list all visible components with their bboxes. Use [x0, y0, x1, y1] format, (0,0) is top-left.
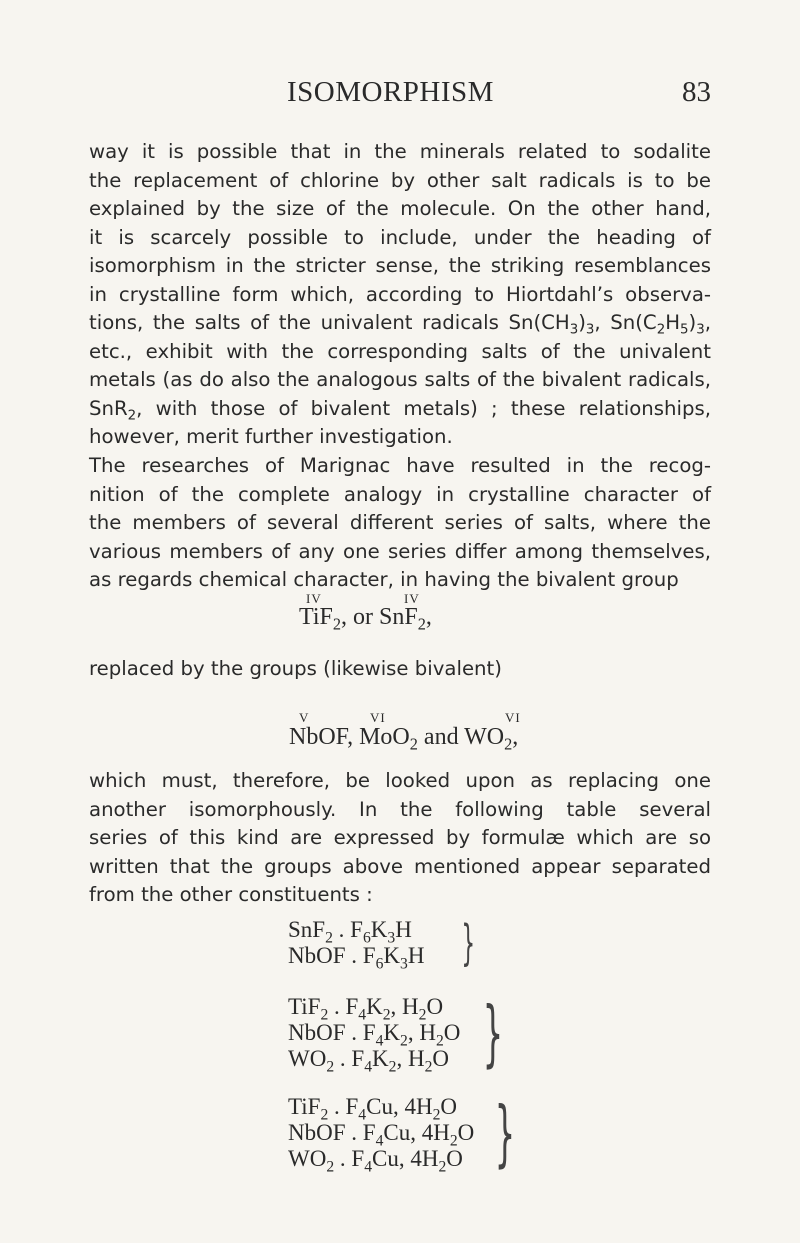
valence-v: V — [299, 710, 310, 725]
paragraph-1-line-1: way it is possible that in the minerals related to sodalite — [89, 140, 711, 163]
paragraph-2-line-1: The researches of Marignac have resulted in the recog- — [89, 454, 711, 477]
brace-series-1: } — [461, 915, 476, 971]
series-3-row-2: NbOF . $F_4Cu$, $4H_2O$ — [288, 1120, 475, 1150]
paragraph-1 — [89, 138, 711, 452]
paragraph-3-line-4: written that the groups above mentioned appear separated — [89, 854, 711, 878]
paragraph-1-line-2: the replacement of chlorine by other salt radicals is to be — [89, 168, 711, 192]
valence-vi-1: VI — [370, 710, 386, 725]
formula-nbof-moo2-wo2 — [289, 710, 629, 758]
formula-1-text: TiF$_2$, or SnF$_2$, — [299, 604, 432, 634]
paragraph-1-line-7: tions, the salts of the univalent radicals $Sn(CH_3)_3$, $Sn(C_2H_5)_3$, — [89, 311, 711, 338]
paragraph-1-line-10: SnR$_2$, with those of bivalent metals) ; these relationships, — [89, 396, 711, 424]
paragraph-1-line-3: explained by the size of the molecule. On the other hand, — [89, 197, 711, 220]
paragraph-2-line-2: nition of the complete analogy in crystalline character of — [89, 482, 711, 506]
formula-tif2-snf2 — [299, 590, 559, 638]
page-number: 83 — [682, 76, 711, 108]
running-title: ISOMORPHISM — [287, 76, 494, 108]
paragraph-3-line-3: series of this kind are expressed by formulæ which are so — [89, 826, 711, 849]
series-2-row-3: $WO_2$ . $F_4K_2$, $H_2O$ — [288, 1046, 449, 1076]
paragraph-1-line-4: it is scarcely possible to include, under the heading of — [89, 225, 711, 249]
series-3-row-1: TiF$_2$ . $F_4Cu$, $4H_2O$ — [288, 1094, 457, 1124]
paragraph-1-line-6: in crystalline form which, according to Hiortdahl’s observa- — [89, 282, 711, 306]
series-1-row-1: SnF$_2$ . $F_6K_3H$ — [288, 917, 412, 947]
series-1-row-2: NbOF . $F_6K_3H$ — [288, 943, 425, 973]
valence-iv-2: IV — [404, 591, 420, 606]
paragraph-1-line-5: isomorphism in the stricter sense, the striking resemblances — [89, 254, 711, 277]
brace-series-3: } — [494, 1091, 516, 1175]
paragraph-1-line-8: etc., exhibit with the corresponding salts of the univalent — [89, 339, 711, 363]
paragraph-1-line-9: metals (as do also the analogous salts of the bivalent radicals, — [89, 368, 711, 391]
valence-vi-2: VI — [505, 710, 521, 725]
valence-iv-1: IV — [306, 591, 322, 606]
paragraph-2-line-3: the members of several different series of salts, where the — [89, 511, 711, 534]
paragraph-3 — [89, 767, 711, 910]
series-3-row-3: $WO_2$ . $F_4Cu$, $4H_2O$ — [288, 1146, 463, 1176]
paragraph-2-block — [89, 452, 711, 595]
paragraph-1-line-11: however, merit further investigation. — [89, 425, 453, 448]
paragraph-2-line-5: as regards chemical character, in having the bivalent group — [89, 568, 679, 591]
line-replaced-block — [89, 655, 711, 684]
paragraph-3-line-1: which must, therefore, be looked upon as replacing one — [89, 769, 711, 792]
series-2-row-2: NbOF . $F_4K_2$, $H_2O$ — [288, 1020, 461, 1050]
series-2-row-1: TiF$_2$ . $F_4K_2$, $H_2O$ — [288, 994, 444, 1024]
running-head — [0, 76, 800, 116]
paragraph-2 — [89, 452, 711, 595]
paragraph-3-line-5: from the other constituents : — [89, 883, 373, 906]
paragraph-3-line-2: another isomorphously. In the following table several — [89, 797, 711, 821]
line-replaced: replaced by the groups (likewise bivalent) — [89, 657, 502, 680]
body-text — [89, 138, 711, 452]
paragraph-3-block — [89, 767, 711, 910]
brace-series-2: } — [482, 991, 504, 1075]
paragraph-2-line-4: various members of any one series differ among themselves, — [89, 539, 711, 563]
formula-2-text: NbOF, MoO$_2$ and $WO_2$, — [289, 724, 519, 754]
